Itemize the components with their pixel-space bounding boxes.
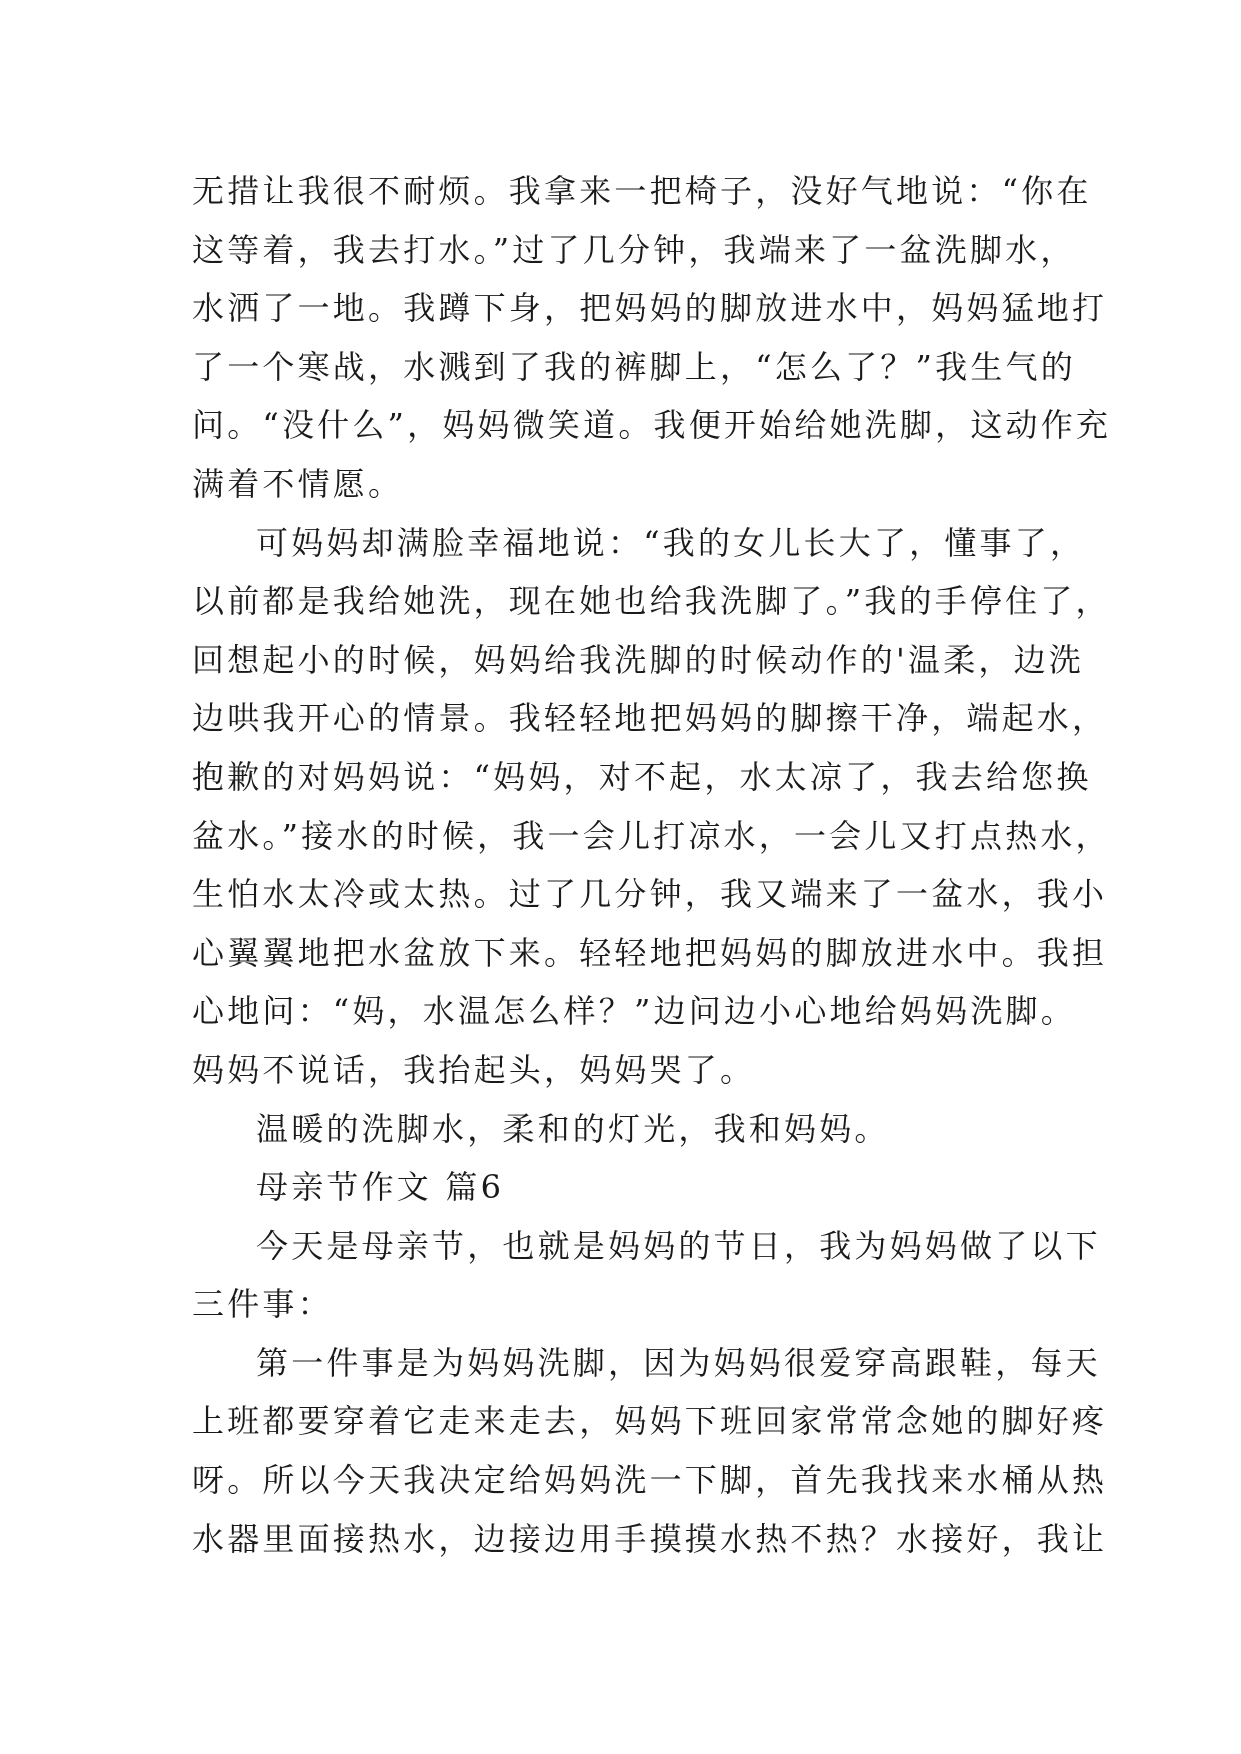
text-line-14: 心翼翼地把水盆放下来。轻轻地把妈妈的脚放进水中。我担: [192, 933, 1108, 972]
text-line-1: 无措让我很不耐烦。我拿来一把椅子，没好气地说：“你在: [192, 172, 1092, 210]
text-line-9: 回想起小的时候，妈妈给我洗脚的时候动作的'温柔，边洗: [192, 640, 1084, 679]
section-heading: 母亲节作文 篇6: [256, 1168, 505, 1207]
text-line-22: 上班都要穿着它走来走去，妈妈下班回家常常念她的脚好疼: [192, 1402, 1108, 1441]
text-line-7: 可妈妈却满脸幸福地说：“我的女儿长大了，懂事了，: [256, 523, 1086, 562]
text-line-6: 满着不情愿。: [192, 464, 404, 503]
text-line-5: 问。“没什么”，妈妈微笑道。我便开始给她洗脚，这动作充: [192, 406, 1112, 445]
text-line-2: 这等着，我去打水。”过了几分钟，我端来了一盆洗脚水，: [192, 230, 1076, 269]
text-line-12: 盆水。”接水的时候，我一会儿打凉水，一会儿又打点热水，: [192, 816, 1111, 855]
text-line-8: 以前都是我给她洗，现在她也给我洗脚了。”我的手停住了，: [192, 582, 1111, 621]
text-line-24: 水器里面接热水，边接边用手摸摸水热不热？水接好，我让: [192, 1519, 1108, 1558]
text-line-17: 温暖的洗脚水，柔和的灯光，我和妈妈。: [256, 1109, 890, 1148]
text-line-15: 心地问：“妈，水温怎么样？”边问边小心地给妈妈洗脚。: [192, 992, 1076, 1031]
essay-body: [192, 162, 1112, 1568]
text-line-16: 妈妈不说话，我抬起头，妈妈哭了。: [192, 1050, 756, 1089]
text-line-21: 第一件事是为妈妈洗脚，因为妈妈很爱穿高跟鞋，每天: [256, 1343, 1101, 1382]
text-line-19: 今天是母亲节，也就是妈妈的节日，我为妈妈做了以下: [256, 1226, 1101, 1265]
text-line-23: 呀。所以今天我决定给妈妈洗一下脚，首先我找来水桶从热: [192, 1461, 1108, 1500]
text-line-20: 三件事：: [192, 1285, 333, 1324]
text-line-10: 边哄我开心的情景。我轻轻地把妈妈的脚擦干净，端起水，: [192, 699, 1108, 738]
text-line-4: 了一个寒战，水溅到了我的裤脚上，“怎么了？”我生气的: [192, 347, 1076, 386]
text-line-13: 生怕水太冷或太热。过了几分钟，我又端来了一盆水，我小: [192, 875, 1108, 914]
text-line-11: 抱歉的对妈妈说：“妈妈，对不起，水太凉了，我去给您换: [192, 757, 1092, 796]
text-line-3: 水洒了一地。我蹲下身，把妈妈的脚放进水中，妈妈猛地打: [192, 289, 1108, 328]
